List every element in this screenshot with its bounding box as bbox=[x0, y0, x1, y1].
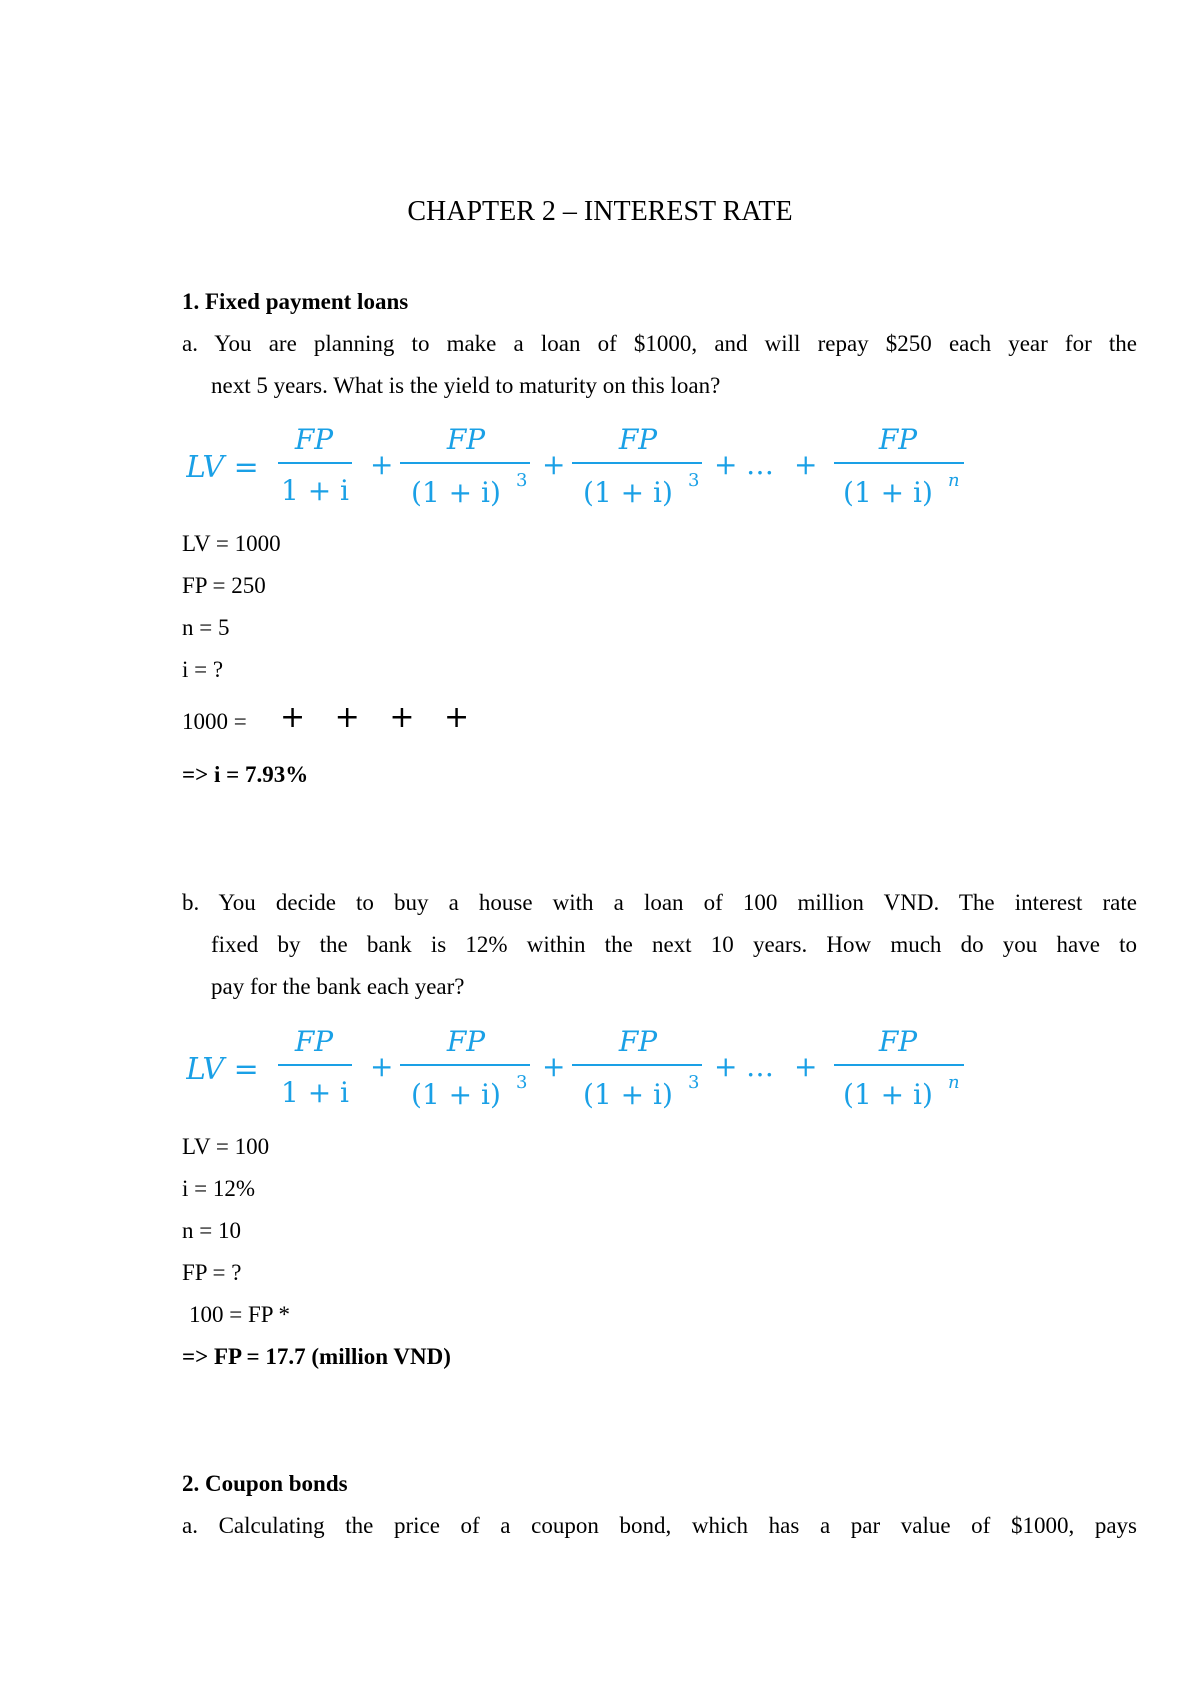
coupon-question-a-line-1: a. Calculating the price of a coupon bond, which has a par value of $1000, pays bbox=[182, 1513, 1137, 1538]
formula-plus: + bbox=[794, 1050, 818, 1083]
formula-plus: + bbox=[370, 1050, 394, 1083]
formula-lhs: LV = bbox=[186, 450, 259, 485]
formula-denominator: 1 + i bbox=[280, 474, 350, 507]
page-title: CHAPTER 2 – INTEREST RATE bbox=[407, 196, 793, 227]
formula-exponent: n bbox=[948, 470, 960, 491]
equation-lhs: 1000 = bbox=[182, 709, 247, 734]
value-n: n = 10 bbox=[182, 1218, 241, 1243]
formula-denominator: (1 + i) bbox=[843, 1078, 933, 1111]
formula-numerator: FP bbox=[294, 1026, 334, 1058]
loan-value-formula-a bbox=[186, 424, 976, 520]
formula-ellipsis: … bbox=[746, 448, 774, 481]
section-heading-fixed-payment-loans: 1. Fixed payment loans bbox=[182, 289, 409, 314]
equation-b: 100 = FP * bbox=[189, 1302, 290, 1327]
formula-plus: + bbox=[370, 448, 394, 481]
formula-denominator: (1 + i) bbox=[411, 476, 501, 509]
formula-plus: + bbox=[542, 448, 566, 481]
formula-plus: + bbox=[542, 1050, 566, 1083]
result-a: => i = 7.93% bbox=[182, 762, 309, 787]
formula-exponent: 3 bbox=[516, 1072, 528, 1093]
formula-numerator: FP bbox=[294, 424, 334, 456]
formula-exponent: 3 bbox=[516, 470, 528, 491]
formula-numerator: FP bbox=[878, 1026, 918, 1058]
formula-denominator: (1 + i) bbox=[411, 1078, 501, 1111]
equation-operators: + + + + bbox=[280, 700, 480, 735]
formula-numerator: FP bbox=[446, 1026, 486, 1058]
formula-denominator: (1 + i) bbox=[583, 476, 673, 509]
value-i: i = ? bbox=[182, 657, 224, 682]
formula-numerator: FP bbox=[618, 424, 658, 456]
section-heading-coupon-bonds: 2. Coupon bonds bbox=[182, 1471, 348, 1496]
formula-numerator: FP bbox=[446, 424, 486, 456]
formula-denominator: (1 + i) bbox=[843, 476, 933, 509]
question-a-line-1: a. You are planning to make a loan of $1000, and will repay $250 each year for the bbox=[182, 331, 1137, 356]
formula-plus: + bbox=[714, 1050, 738, 1083]
question-a-line-2: next 5 years. What is the yield to maturity on this loan? bbox=[211, 373, 721, 398]
loan-value-formula-b bbox=[186, 1026, 976, 1122]
formula-lhs: LV = bbox=[186, 1052, 259, 1087]
question-b-line-1: b. You decide to buy a house with a loan of 100 million VND. The interest rate bbox=[182, 890, 1137, 915]
formula-numerator: FP bbox=[618, 1026, 658, 1058]
value-fp: FP = 250 bbox=[182, 573, 266, 598]
value-lv: LV = 1000 bbox=[182, 531, 281, 556]
question-b-line-2: fixed by the bank is 12% within the next 10 years. How much do you have to bbox=[211, 932, 1137, 957]
value-fp: FP = ? bbox=[182, 1260, 242, 1285]
formula-exponent: 3 bbox=[688, 1072, 700, 1093]
formula-exponent: n bbox=[948, 1072, 960, 1093]
formula-ellipsis: … bbox=[746, 1050, 774, 1083]
formula-denominator: 1 + i bbox=[280, 1076, 350, 1109]
value-n: n = 5 bbox=[182, 615, 230, 640]
formula-numerator: FP bbox=[878, 424, 918, 456]
result-b: => FP = 17.7 (million VND) bbox=[182, 1344, 451, 1369]
formula-plus: + bbox=[794, 448, 818, 481]
formula-exponent: 3 bbox=[688, 470, 700, 491]
question-b-line-3: pay for the bank each year? bbox=[211, 974, 465, 999]
formula-denominator: (1 + i) bbox=[583, 1078, 673, 1111]
value-lv: LV = 100 bbox=[182, 1134, 270, 1159]
formula-plus: + bbox=[714, 448, 738, 481]
value-i: i = 12% bbox=[182, 1176, 256, 1201]
